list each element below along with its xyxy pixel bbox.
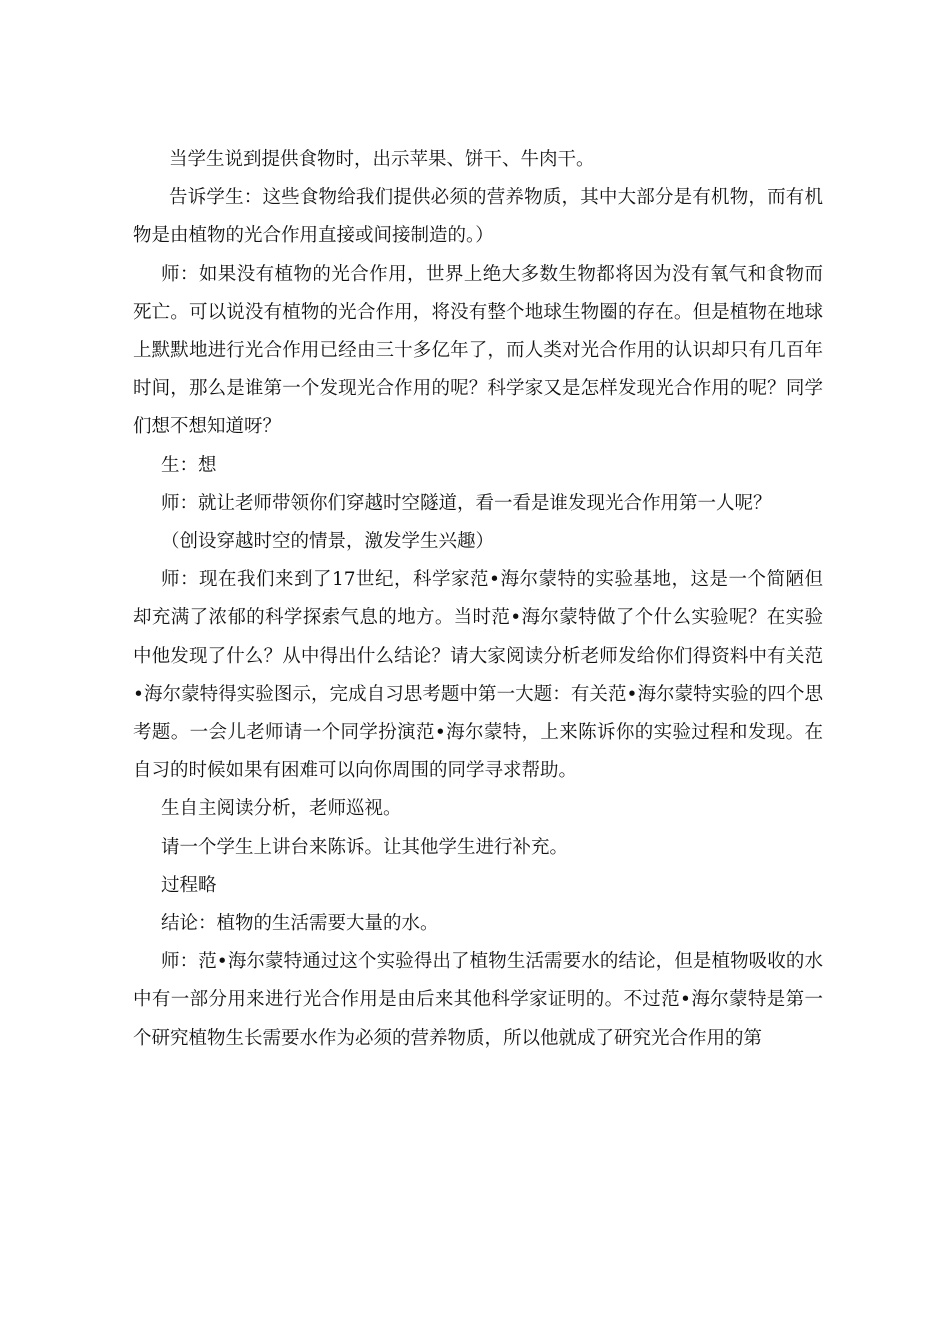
paragraph-scenario-note: （创设穿越时空的情景，激发学生兴趣）	[161, 531, 495, 553]
paragraph-process-omitted: 过程略	[161, 874, 217, 896]
paragraph-teacher-photosynthesis-intro: 师：如果没有植物的光合作用，世界上绝大多数生物都将因为没有氧气和食物而死亡。可以说没有植物的光合作用，将没有整个地球生物圈的存在。但是植物在地球上默默地进行光合作用已经由三十多亿年了，而人类对光合作用的认识却只有几百年时间，那么是谁第一个发现光合作用的呢？科学家又是怎样发现光合作用的呢？同学们想不想知道呀？	[133, 263, 823, 438]
paragraph-teacher-time-tunnel: 师：就让老师带领你们穿越时空隧道，看一看是谁发现光合作用第一人呢？	[161, 492, 772, 514]
paragraph-tell-students: 告诉学生：这些食物给我们提供必须的营养物质，其中大部分是有机物，而有机物是由植物的光合作用直接或间接制造的。）	[133, 187, 823, 247]
paragraph-teacher-helmont-experiment: 师：现在我们来到了17世纪，科学家范•海尔蒙特的实验基地，这是一个简陋但却充满了浓郁的科学探索气息的地方。当时范•海尔蒙特做了个什么实验呢？在实验中他发现了什么？从中得出什么结论？请大家阅读分析老师发给你们得资料中有关范•海尔蒙特得实验图示，完成自习思考题中第一大题：有关范•海尔蒙特实验的四个思考题。一会儿老师请一个同学扮演范•海尔蒙特，上来陈诉你的实验过程和发现。在自习的时候如果有困难可以向你周围的同学寻求帮助。	[133, 569, 823, 782]
paragraph-student-answer: 生：想	[161, 454, 217, 476]
paragraph-teacher-helmont-summary: 师：范•海尔蒙特通过这个实验得出了植物生活需要水的结论，但是植物吸收的水中有一部分用来进行光合作用是由后来其他科学家证明的。不过范•海尔蒙特是第一个研究植物生长需要水作为必须的营养物质，所以他就成了研究光合作用的第	[133, 951, 823, 1049]
paragraph-conclusion: 结论：植物的生活需要大量的水。	[161, 913, 439, 935]
paragraph-student-reading: 生自主阅读分析，老师巡视。	[161, 798, 402, 820]
paragraph-food-show: 当学生说到提供食物时，出示苹果、饼干、牛肉干。	[169, 149, 595, 170]
document-body	[133, 141, 823, 1058]
paragraph-student-presentation: 请一个学生上讲台来陈诉。让其他学生进行补充。	[161, 836, 569, 858]
